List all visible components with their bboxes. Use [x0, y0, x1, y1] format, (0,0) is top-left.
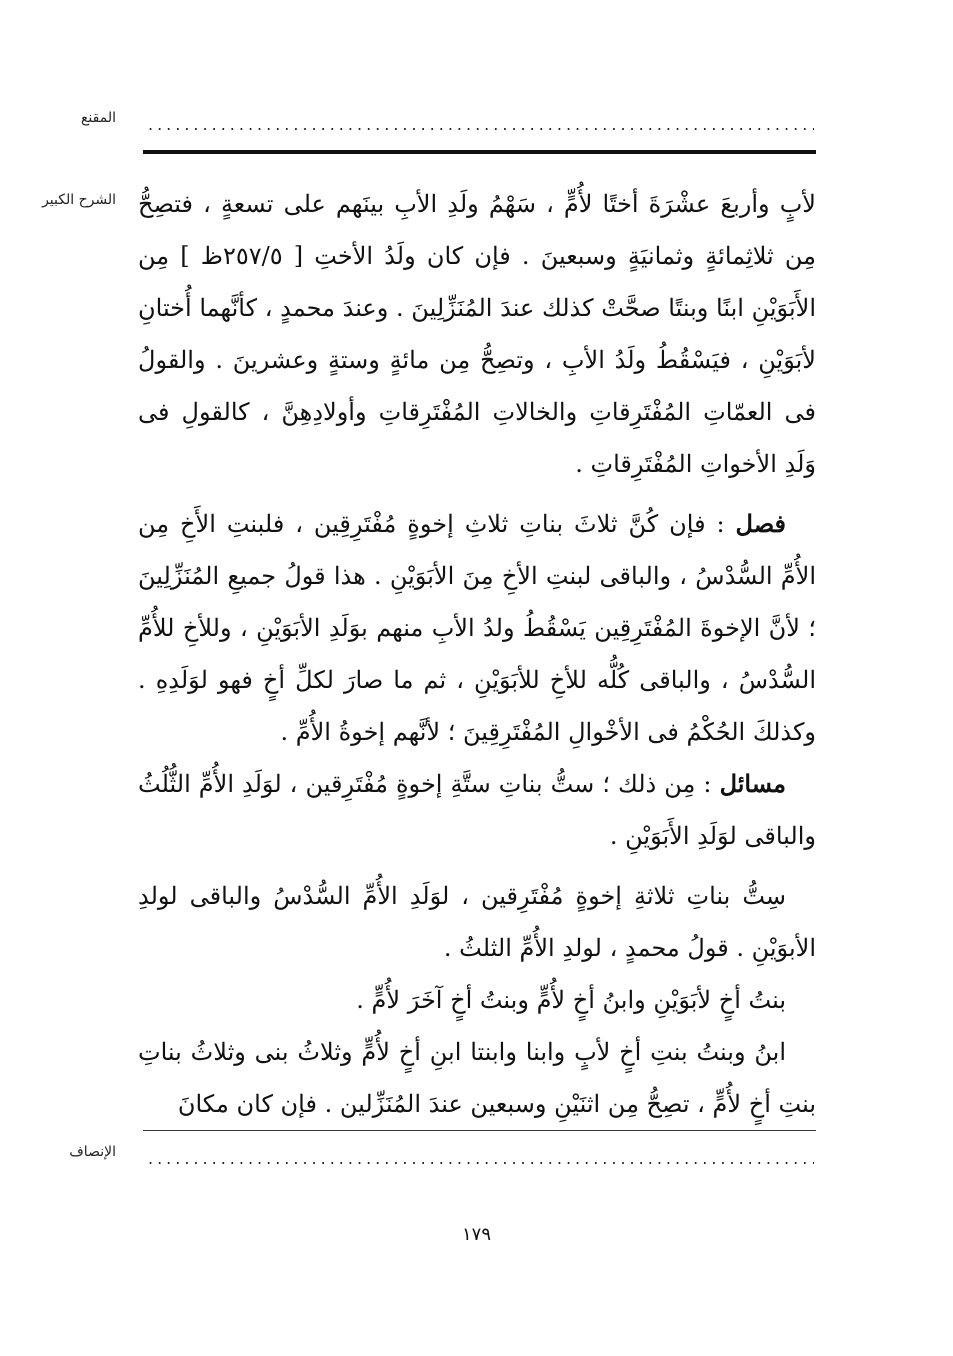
footer-rule: [143, 1130, 816, 1131]
footer-label: الإنصاف: [69, 1144, 116, 1160]
paragraph-5: بنتُ أخٍ لأبَوَيْنِ وابنُ أخٍ لأُمٍّ وبنتُ أخٍ آخَرَ لأُمٍّ .: [356, 986, 786, 1014]
header-dotted-line: [148, 118, 814, 132]
paragraph-4: سِتُّ بناتِ ثلاثةِ إخوةٍ مُفْتَرِقين ، لوَلَدِ الأُمِّ السُّدْسُ والباقى لولدِ الأبوَيْنِ . قولُ محمدٍ ، لولدِ الأُمِّ الثلثُ .: [138, 882, 816, 962]
paragraph-6: ابنُ وبنتُ بنتِ أخٍ لأبٍ وابنا وابنتا ابنِ أخٍ لأُمٍّ وثلاثُ بنى وثلاثُ بناتِ بنتِ أخٍ لأُمٍّ ، تصِحُّ مِن اثنَيْنِ وسبعين عندَ المُنَزِّلين . فإن كان مكانَ: [138, 1038, 816, 1118]
header-label: المقنع: [80, 110, 116, 126]
paragraph-3: [138, 758, 816, 862]
page-number: ١٧٩: [461, 1224, 491, 1245]
section-heading-fasl: فصل: [735, 509, 786, 538]
paragraph-3-text: : مِن ذلك ؛ ستُّ بناتِ ستَّةِ إخوةٍ مُفْتَرِقين ، لوَلَدِ الأُمِّ الثُّلُثُ والباقى لوَلَدِ الأَبَوَيْنِ .: [138, 770, 816, 850]
header-rule: [143, 150, 816, 154]
footer-dotted-line: [148, 1152, 814, 1166]
paragraph-2-text: : فإن كُنَّ ثلاثَ بناتِ ثلاثِ إخوةٍ مُفْتَرِقِين ، فلبنتِ الأَخِ مِن الأُمِّ السُّدْسُ ، والباقى لبنتِ الأخِ مِنَ الأبَوَيْنِ . هذا قولُ جميعِ المُنَزِّلِينَ ؛ لأنَّ الإخوةَ المُفْتَرِقِين يَسْقُطُ ولدُ الأبِ منهم بوَلَدِ الأبَوَيْنِ ، وللأخِ للأُمِّ السُّدْسُ ، والباقى كُلُّه للأخِ للأبَوَيْنِ ، ثم ما صارَ لكلِّ أخٍ فهو لوَلَدِهِ . وكذلكَ الحُكْمُ فى الأخْوالِ المُفْتَرِقِينَ ؛ لأنَّهم إخوةُ الأُمِّ .: [138, 510, 816, 746]
section-heading-masail: مسائل: [719, 769, 786, 798]
sidebar-label: الشرح الكبير: [42, 192, 116, 208]
paragraph-1: لأبٍ وأربعَ عشْرَةَ أختًا لأُمٍّ ، سَهْمُ ولَدِ الأبِ بينَهم على تسعةٍ ، فتصِحُّ مِن ثلاثِمائةٍ وثمانيَةٍ وسبعينَ . فإن كان ولَدُ الأختِ [ ٢٥٧/٥ظ ] مِن الأَبَوَيْنِ ابنًا وبنتًا صحَّتْ كذلك عندَ المُنَزِّلِينَ . وعندَ محمدٍ ، كأنَّهما أُختانِ لأبَوَيْنِ ، فيَسْقُطُ ولَدُ الأبِ ، وتصِحُّ مِن مائةٍ وستةٍ وعشرينَ . والقولُ فى العمّاتِ المُفْتَرِقاتِ والخالاتِ المُفْتَرِقاتِ وأولادِهِنَّ ، كالقولِ فى وَلَدِ الأخواتِ المُفْتَرِقاتِ .: [138, 190, 816, 478]
paragraph-2: [138, 498, 816, 758]
main-text: [138, 178, 816, 1130]
